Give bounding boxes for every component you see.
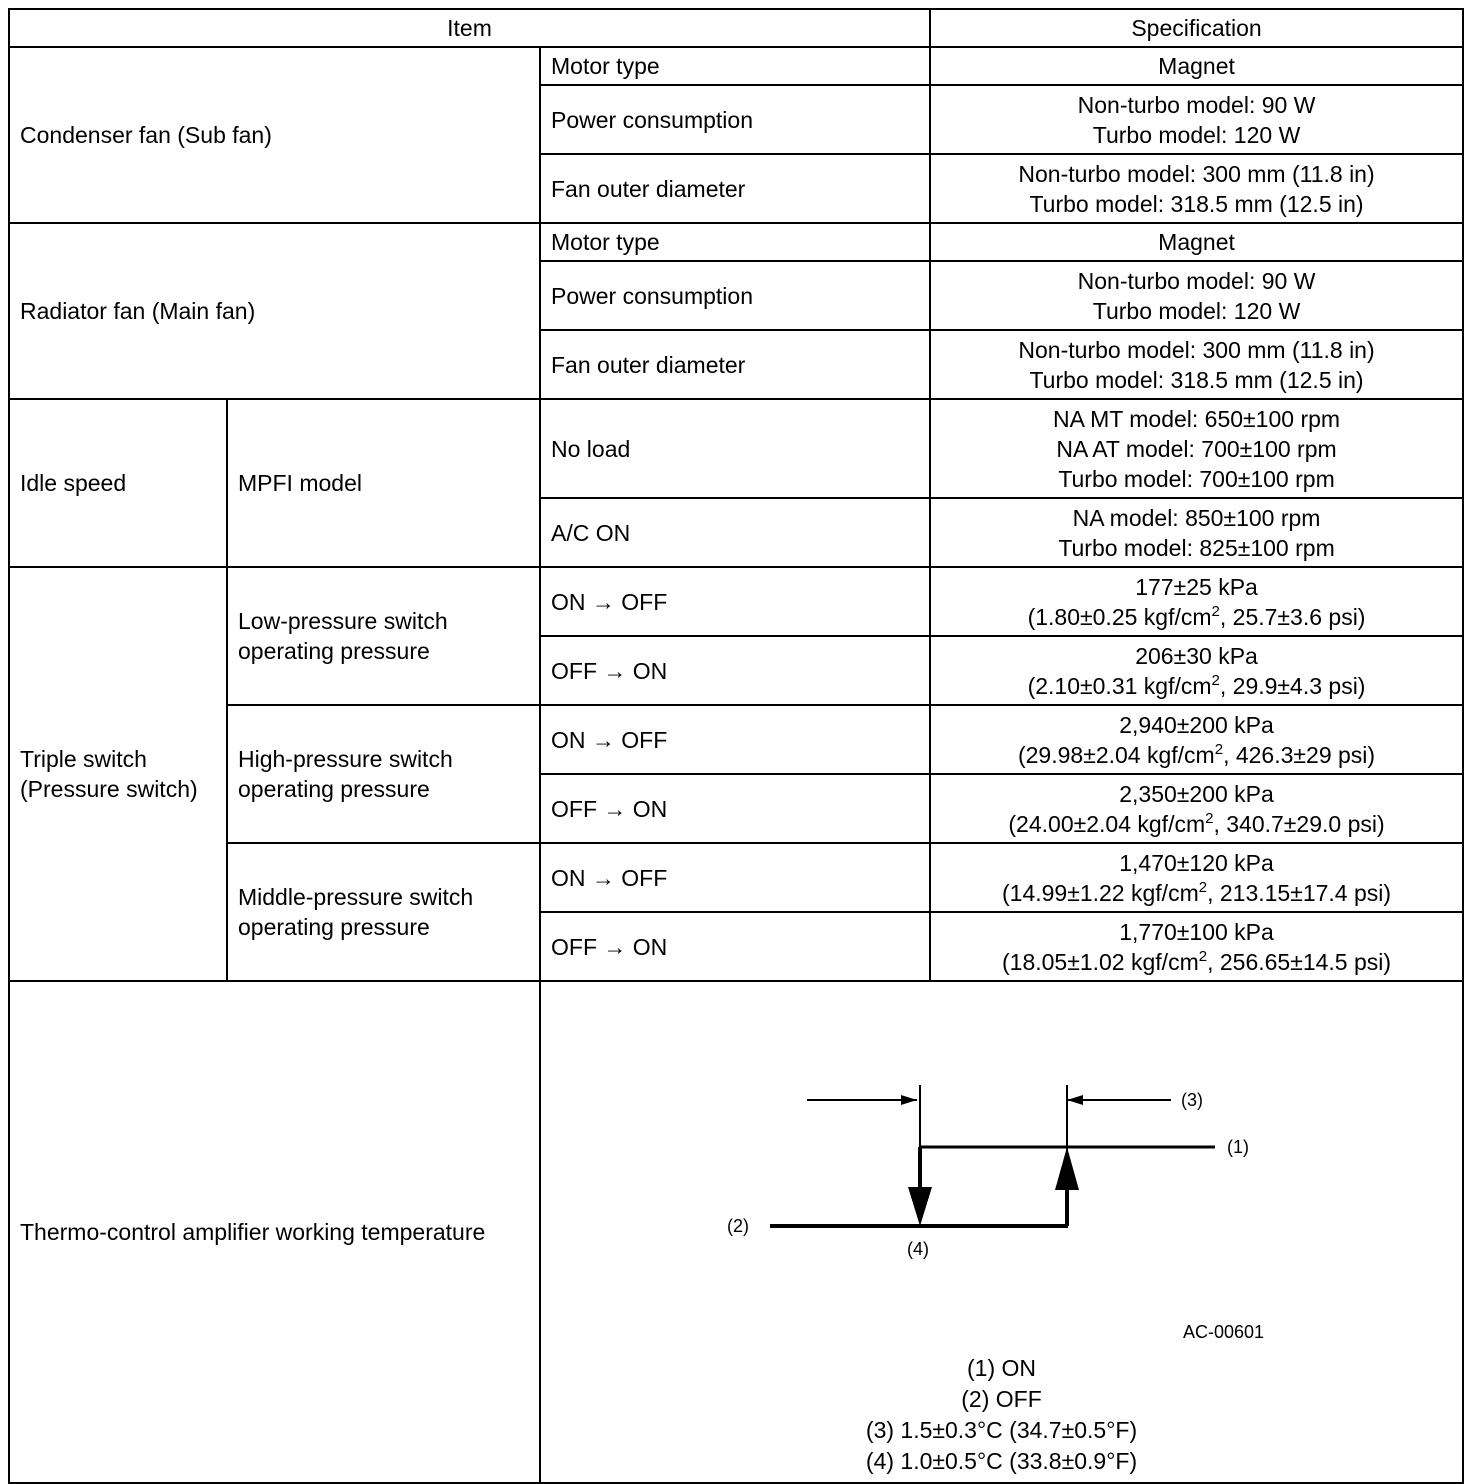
specification-table <box>8 8 1464 1484</box>
triple-switch-label <box>9 567 227 981</box>
spec-line: (24.00±2.04 kgf/$cm^2$, 340.7±29.0 psi) <box>1008 809 1385 837</box>
spec-line: Non-turbo model: 300 mm (11.8 in) <box>1018 336 1375 363</box>
down-arrow-icon <box>908 1187 932 1226</box>
condenser-fan-label: Condenser fan (Sub fan) <box>9 47 540 223</box>
spec-line: 2,940±200 kPa <box>1119 711 1274 738</box>
spec-line: Turbo model: 120 W <box>1092 297 1301 324</box>
condenser-diameter-value <box>930 154 1463 223</box>
idle-ac-on-name: A/C ON <box>540 498 930 567</box>
middle-off-on-value <box>930 912 1463 981</box>
spec-line: NA MT model: 650±100 rpm <box>1053 405 1341 432</box>
up-arrow-icon <box>1055 1147 1079 1190</box>
low-on-off-value <box>930 567 1463 636</box>
header-item: Item <box>9 9 930 47</box>
spec-line: 1,470±120 kPa <box>1119 849 1274 876</box>
table-row <box>9 843 1463 912</box>
dimension-arrow-left <box>901 1095 917 1105</box>
middle-on-off-name: ON → OFF <box>540 843 930 912</box>
spec-line: Non-turbo model: 90 W <box>1077 91 1316 118</box>
label-line: Middle-pressure switch <box>238 884 474 910</box>
spec-line: NA AT model: 700±100 rpm <box>1056 435 1337 462</box>
radiator-power-value <box>930 261 1463 330</box>
legend-item: (4) 1.0±0.5°C (33.8±0.9°F) <box>865 1448 1138 1474</box>
spec-line: Turbo model: 700±100 rpm <box>1058 465 1335 492</box>
idle-no-load-name: No load <box>540 399 930 498</box>
table-row <box>9 567 1463 636</box>
callout-1: (1) <box>1227 1137 1249 1157</box>
label-line: Triple switch <box>20 746 147 772</box>
label-line: operating pressure <box>238 638 430 664</box>
low-off-on-name: OFF → ON <box>540 636 930 705</box>
radiator-motor-type-value: Magnet <box>930 223 1463 261</box>
spec-line: Non-turbo model: 90 W <box>1077 267 1316 294</box>
spec-line: (18.05±1.02 kgf/$cm^2$, 256.65±14.5 psi) <box>1002 947 1392 975</box>
spec-line: (29.98±2.04 kgf/$cm^2$, 426.3±29 psi) <box>1017 740 1376 768</box>
middle-pressure-label <box>227 843 540 981</box>
spec-line: Turbo model: 318.5 mm (12.5 in) <box>1029 366 1364 393</box>
radiator-motor-type-name: Motor type <box>540 223 930 261</box>
middle-on-off-value <box>930 843 1463 912</box>
spec-line: Turbo model: 120 W <box>1092 121 1301 148</box>
high-on-off-value <box>930 705 1463 774</box>
spec-line: 1,770±100 kPa <box>1119 918 1274 945</box>
header-specification: Specification <box>930 9 1463 47</box>
condenser-motor-type-value: Magnet <box>930 47 1463 85</box>
high-on-off-name: ON → OFF <box>540 705 930 774</box>
condenser-power-name: Power consumption <box>540 85 930 154</box>
label-line: Low-pressure switch <box>238 608 448 634</box>
low-off-on-value <box>930 636 1463 705</box>
idle-ac-on-value <box>930 498 1463 567</box>
label-line: operating pressure <box>238 776 430 802</box>
figure-id: AC-00601 <box>1183 1322 1265 1342</box>
spec-line: 206±30 kPa <box>1135 642 1258 669</box>
callout-2: (2) <box>727 1216 749 1236</box>
callout-3: (3) <box>1181 1090 1203 1110</box>
radiator-diameter-value <box>930 330 1463 399</box>
table-row <box>9 47 1463 85</box>
idle-no-load-value <box>930 399 1463 498</box>
radiator-power-name: Power consumption <box>540 261 930 330</box>
spec-line: (14.99±1.22 kgf/$cm^2$, 213.15±17.4 psi) <box>1002 878 1392 906</box>
spec-line: (1.80±0.25 kgf/$cm^2$, 25.7±3.6 psi) <box>1027 602 1366 630</box>
condenser-motor-type-name: Motor type <box>540 47 930 85</box>
spec-line: Turbo model: 318.5 mm (12.5 in) <box>1029 190 1364 217</box>
high-pressure-label <box>227 705 540 843</box>
middle-off-on-name: OFF → ON <box>540 912 930 981</box>
label-line: High-pressure switch <box>238 746 453 772</box>
label-line: (Pressure switch) <box>20 776 198 802</box>
spec-line: NA model: 850±100 rpm <box>1072 504 1321 531</box>
spec-line: 177±25 kPa <box>1135 573 1258 600</box>
low-on-off-name: ON → OFF <box>540 567 930 636</box>
table-row <box>9 223 1463 261</box>
high-off-on-value <box>930 774 1463 843</box>
table-row <box>9 399 1463 498</box>
condenser-diameter-name: Fan outer diameter <box>540 154 930 223</box>
header-row <box>9 9 1463 47</box>
idle-speed-label: Idle speed <box>9 399 227 567</box>
legend-item: (3) 1.5±0.3°C (34.7±0.5°F) <box>865 1417 1138 1443</box>
callout-4: (4) <box>907 1239 929 1259</box>
condenser-power-value <box>930 85 1463 154</box>
radiator-fan-label: Radiator fan (Main fan) <box>9 223 540 399</box>
spec-line: 2,350±200 kPa <box>1119 780 1274 807</box>
dimension-arrow-right <box>1067 1095 1083 1105</box>
legend <box>541 1353 1462 1477</box>
spec-line: (2.10±0.31 kgf/$cm^2$, 29.9±4.3 psi) <box>1027 671 1366 699</box>
radiator-diameter-name: Fan outer diameter <box>540 330 930 399</box>
spec-line: Turbo model: 825±100 rpm <box>1058 534 1335 561</box>
thermo-label: Thermo-control amplifier working temperature <box>9 981 540 1483</box>
legend-item: (1) ON <box>967 1355 1037 1381</box>
high-off-on-name: OFF → ON <box>540 774 930 843</box>
table-row <box>9 705 1463 774</box>
thermo-diagram <box>541 982 1462 1482</box>
idle-speed-model: MPFI model <box>227 399 540 567</box>
spec-line: Non-turbo model: 300 mm (11.8 in) <box>1018 160 1375 187</box>
label-line: operating pressure <box>238 914 430 940</box>
table-row <box>9 981 1463 1483</box>
low-pressure-label <box>227 567 540 705</box>
legend-item: (2) OFF <box>961 1386 1042 1412</box>
thermo-diagram-cell <box>540 981 1463 1483</box>
